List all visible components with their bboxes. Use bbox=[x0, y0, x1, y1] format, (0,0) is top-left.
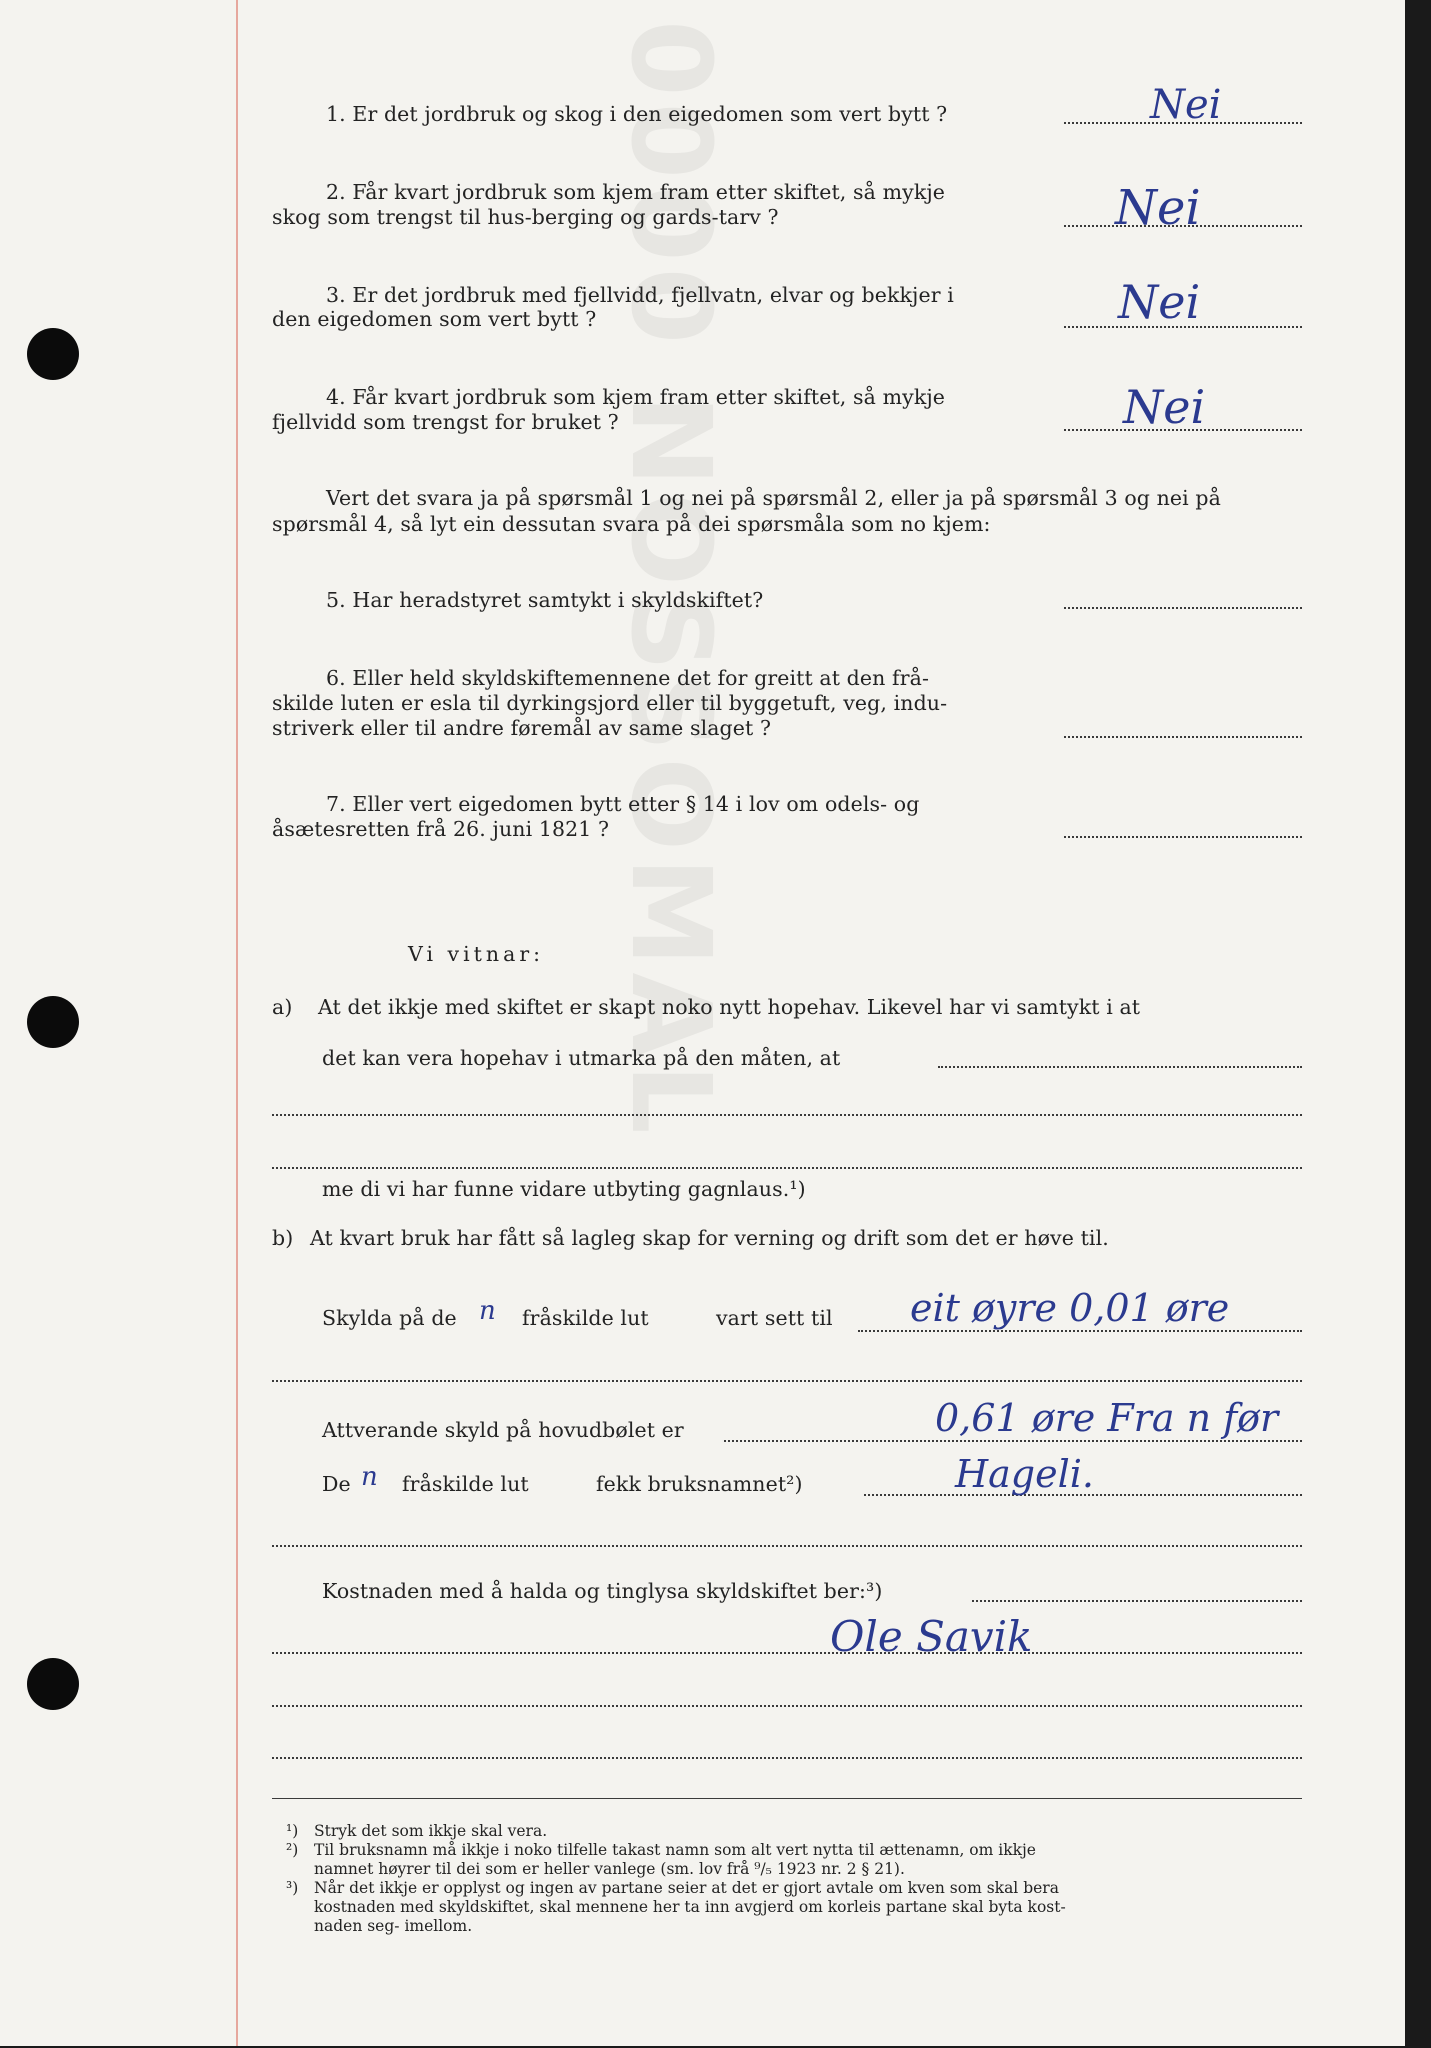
question-6-line-3: striverk eller til andre føremål av same slaget ? bbox=[272, 716, 772, 740]
question-1: 1. Er det jordbruk og skog i den eigedomen som vert bytt ? bbox=[326, 102, 948, 126]
footnote-3-line-3: naden seg- imellom. bbox=[314, 1917, 473, 1935]
bruksnamn-handwritten-mark: n bbox=[361, 1462, 378, 1492]
question-6-line-1: 6. Eller held skyldskiftemennene det for greitt at den frå- bbox=[326, 666, 929, 690]
intro-line-1: Vert det svara ja på spørsmål 1 og nei på spørsmål 2, eller ja på spørsmål 3 og nei på bbox=[326, 486, 1221, 510]
hopehav-line-2 bbox=[272, 1114, 1302, 1116]
kostnad-value: Ole Savik bbox=[830, 1612, 1033, 1661]
answer-line-5 bbox=[1064, 607, 1302, 609]
punch-hole bbox=[27, 996, 79, 1048]
attverande-value: 0,61 øre Fra n før bbox=[935, 1396, 1279, 1440]
testimony-b-line-1: At kvart bruk har fått så lagleg skap for verning og drift som det er høve til. bbox=[310, 1226, 1109, 1250]
hopehav-line-1 bbox=[938, 1066, 1302, 1068]
attverande-line bbox=[724, 1440, 1302, 1442]
intro-line-2: spørsmål 4, så lyt ein dessutan svara på dei spørsmåla som no kjem: bbox=[272, 512, 991, 536]
margin-line bbox=[236, 0, 238, 2046]
kostnad-line-3 bbox=[272, 1705, 1302, 1707]
question-3-line-1: 3. Er det jordbruk med fjellvidd, fjellvatn, elvar og bekkjer i bbox=[326, 283, 954, 307]
skylda-label-b: fråskilde lut bbox=[522, 1306, 649, 1330]
footnote-separator bbox=[272, 1798, 1302, 1799]
skylda-line-2 bbox=[272, 1380, 1302, 1382]
question-6-line-2: skilde luten er esla til dyrkingsjord eller til byggetuft, veg, indu- bbox=[272, 691, 948, 715]
bruksnamn-line-2 bbox=[272, 1545, 1302, 1547]
kostnad-line-2 bbox=[272, 1652, 1302, 1654]
footnote-1-mark: ¹) bbox=[286, 1822, 299, 1840]
kostnad-label: Kostnaden med å halda og tinglysa skyldskiftet ber:³) bbox=[322, 1579, 883, 1603]
punch-hole bbox=[27, 328, 79, 380]
skylda-line bbox=[858, 1330, 1302, 1332]
answer-3: Nei bbox=[1118, 275, 1201, 329]
skylda-value: eit øyre 0,01 øre bbox=[910, 1286, 1230, 1330]
footnote-2-line-1: Til bruksnamn må ikkje i noko tilfelle takast namn som alt vert nytta til ættenamn, om ikkje bbox=[314, 1841, 1036, 1859]
testimony-a-line-1: At det ikkje med skiftet er skapt noko nytt hopehav. Likevel har vi samtykt i at bbox=[318, 995, 1141, 1019]
skylda-handwritten-mark: n bbox=[479, 1296, 496, 1326]
answer-line-7 bbox=[1064, 836, 1302, 838]
answer-2: Nei bbox=[1115, 180, 1201, 236]
footnote-2-line-2: namnet høyrer til dei som er heller vanlege (sm. lov frå ⁹/₅ 1923 nr. 2 § 21). bbox=[314, 1860, 905, 1878]
answer-line-6 bbox=[1064, 736, 1302, 738]
watermark: 0000 NOSSOMAL bbox=[607, 20, 735, 1140]
kostnad-line-4 bbox=[272, 1757, 1302, 1759]
attverande-label: Attverande skyld på hovudbølet er bbox=[322, 1418, 684, 1442]
question-4-line-2: fjellvidd som trengst for bruket ? bbox=[272, 410, 619, 434]
testimony-a-line-2: det kan vera hopehav i utmarka på den måten, at bbox=[322, 1046, 841, 1070]
question-3-line-2: den eigedomen som vert bytt ? bbox=[272, 307, 597, 331]
punch-hole bbox=[27, 1658, 79, 1710]
answer-4: Nei bbox=[1123, 380, 1206, 434]
footnote-3-line-1: Når det ikkje er opplyst og ingen av partane seier at det er gjort avtale om kven som skal bera bbox=[314, 1879, 1059, 1897]
bruksnamn-label-c: fekk bruksnamnet²) bbox=[596, 1472, 803, 1496]
footnote-3-mark: ³) bbox=[286, 1879, 299, 1897]
testimony-a-line-3: me di vi har funne vidare utbyting gagnlaus.¹) bbox=[322, 1177, 806, 1201]
question-7-line-2: åsætesretten frå 26. juni 1821 ? bbox=[272, 817, 610, 841]
bruksnamn-label-b: fråskilde lut bbox=[402, 1472, 529, 1496]
hopehav-line-3 bbox=[272, 1167, 1302, 1169]
footnote-2-mark: ²) bbox=[286, 1841, 299, 1859]
bruksnamn-value: Hageli. bbox=[955, 1452, 1094, 1496]
question-2-line-2: skog som trengst til hus-berging og gards-tarv ? bbox=[272, 205, 779, 229]
skylda-label-c: vart sett til bbox=[716, 1306, 833, 1330]
testimony-heading: Vi vitnar: bbox=[408, 942, 545, 966]
question-7-line-1: 7. Eller vert eigedomen bytt etter § 14 i lov om odels- og bbox=[326, 792, 920, 816]
skylda-label-a: Skylda på de bbox=[322, 1306, 457, 1330]
question-5: 5. Har heradstyret samtykt i skyldskiftet? bbox=[326, 588, 764, 612]
question-4-line-1: 4. Får kvart jordbruk som kjem fram etter skiftet, så mykje bbox=[326, 385, 946, 409]
bruksnamn-label-a: De bbox=[322, 1472, 351, 1496]
footnote-1: Stryk det som ikkje skal vera. bbox=[314, 1822, 548, 1840]
question-2-line-1: 2. Får kvart jordbruk som kjem fram etter skiftet, så mykje bbox=[326, 180, 946, 204]
kostnad-line bbox=[972, 1600, 1302, 1602]
answer-1: Nei bbox=[1150, 82, 1222, 128]
testimony-a-label: a) bbox=[272, 995, 293, 1019]
footnote-3-line-2: kostnaden med skyldskiftet, skal mennene her ta inn avgjerd om korleis partane skal byta kost- bbox=[314, 1898, 1066, 1916]
testimony-b-label: b) bbox=[272, 1226, 294, 1250]
